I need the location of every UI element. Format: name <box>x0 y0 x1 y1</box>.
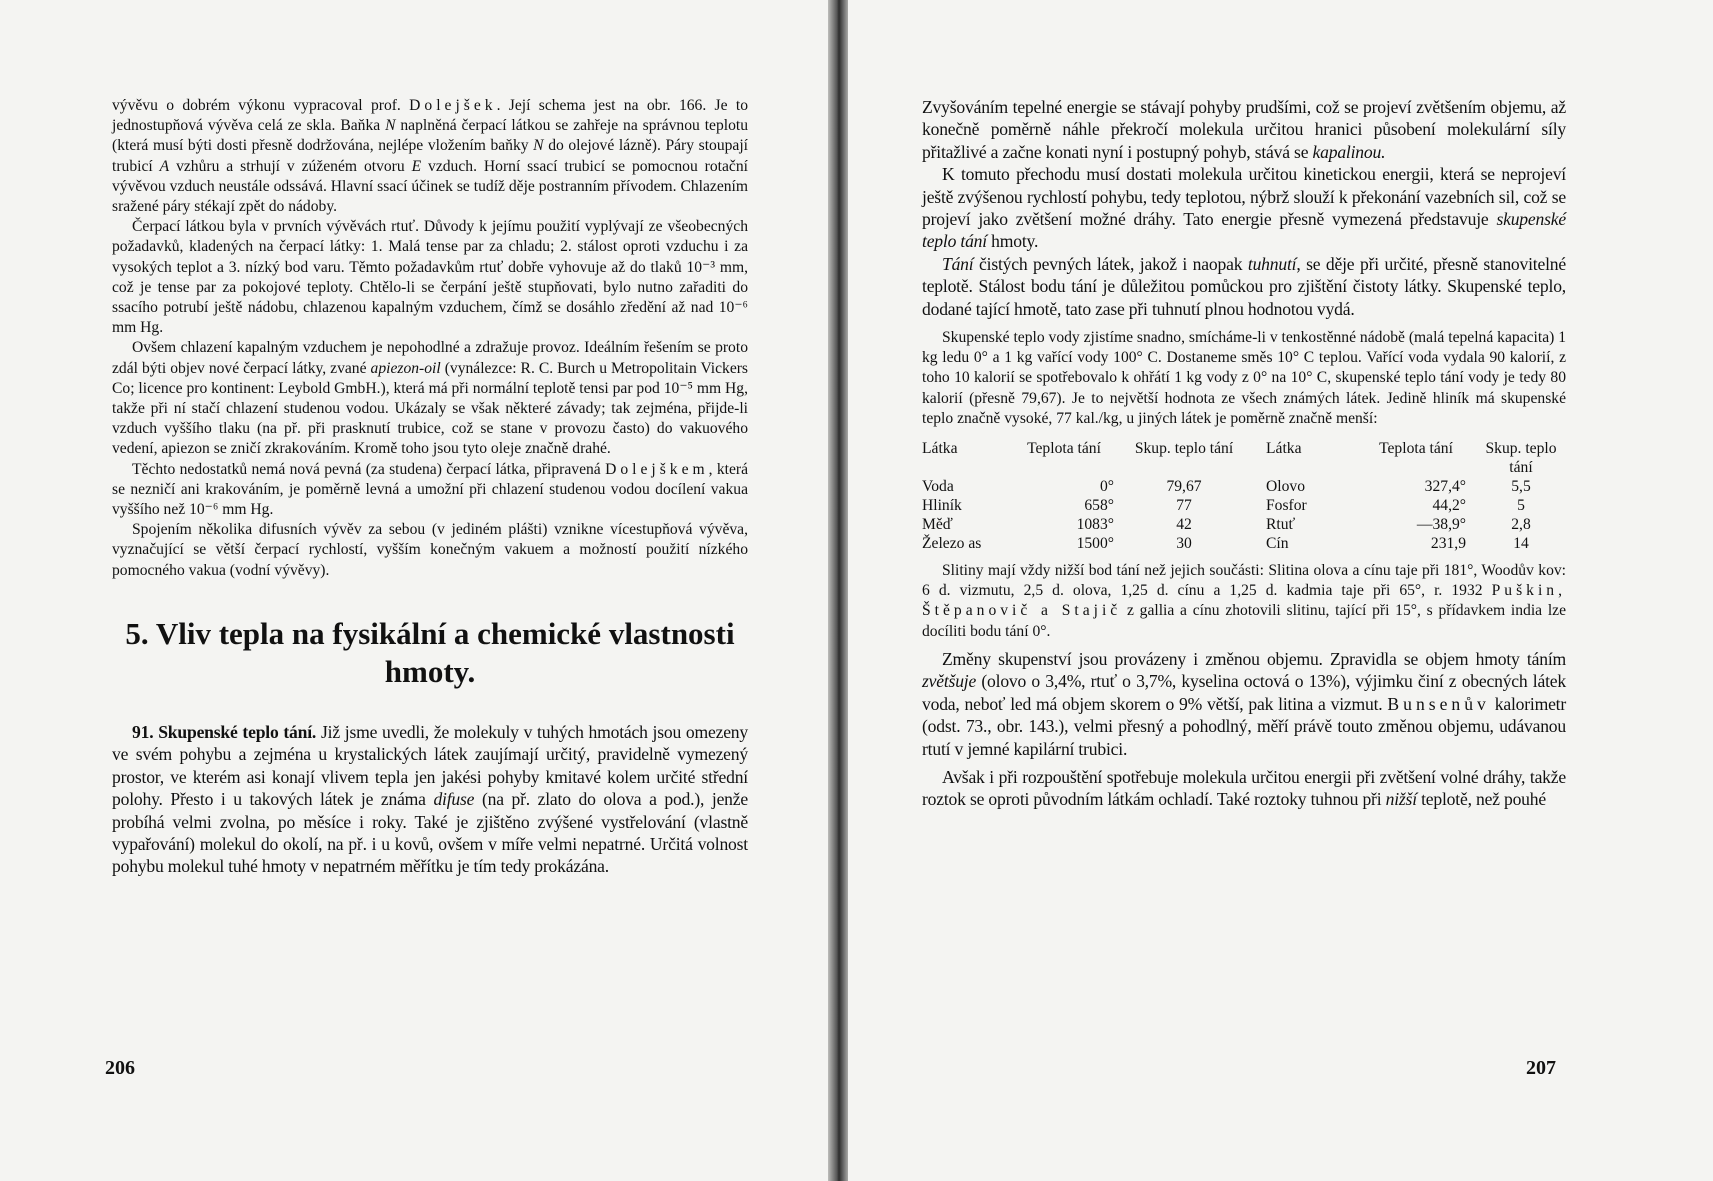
text-run: naplněná čerpací látkou se zahřeje na správnou teplotu (která musí býti dosti přesně dodržována, nejlépe vložením baňky <box>112 117 748 155</box>
text-run: (na př. zlato do olova a pod.), jenže probíhá velmi zvolna, po měsíce i roky. Také je zjištěno zvýšené vystřelování (vlastně vypařování) molekul do okolí, na př. i u kovů, ovšem v míře velmi nepatrné. Určitá volnost pohybu molekul tuhé hmoty v nepatrném měřítku je tím tedy prokázána. <box>112 789 748 877</box>
table-cell: Cín <box>1266 535 1289 553</box>
table-cell: 42 <box>1176 516 1192 534</box>
paragraph <box>922 96 1566 163</box>
book-gutter <box>828 0 848 1181</box>
text-run: čistých pevných látek, jakož i naopak <box>979 253 1243 274</box>
table-cell: —38,9° <box>1416 516 1466 534</box>
column-header: Skup. teplo tání <box>1134 440 1234 458</box>
emphasis: apiezon-oil <box>370 359 441 377</box>
table-row <box>922 477 1566 496</box>
emphasis: skupenské teplo tání <box>922 209 1566 252</box>
table-row <box>922 515 1566 534</box>
table-row <box>922 496 1566 515</box>
text-run: teplotě, než pouhé <box>1421 789 1546 810</box>
paragraph <box>112 460 748 521</box>
paragraph <box>922 253 1566 320</box>
spaced-name: Puškin, Štěpanovič a Stajič <box>922 582 1566 620</box>
right-page <box>848 0 1713 1181</box>
text-run: Skupenské teplo vody zjistíme snadno, smícháme-li v tenkostěnné nádobě (malá tepelná kapacita) 1 kg ledu 0° a 1 kg vařící vody 100° C. Dostaneme směs 10° C teplou. Vařící voda vydala 90 kalorií, z toho 10 kalorií se spotřebovalo k ohřátí 1 kg vody z 0° na 10° C, skupenské teplo tání vody je tedy 80 kalorií (přesně 79,67). Je to největší hodnota ze všech známých látek. Jedině hliník má skupenské teplo značně vysoké, 77 kal./kg, u jiných látek je poměrně značně menší: <box>922 329 1567 427</box>
chapter-title: 5. Vliv tepla na fysikální a chemické vlastnosti hmoty. <box>125 615 735 689</box>
table-row <box>922 534 1566 553</box>
table-cell: 5,5 <box>1511 478 1531 496</box>
column-header: Látka <box>922 440 958 458</box>
paragraph <box>112 217 748 338</box>
spaced-name: Bunsenův <box>1387 693 1490 714</box>
table-cell: 327,4° <box>1424 478 1466 496</box>
text-run: Těchto nedostatků nemá nová pevná (za studena) čerpací látka, připravená <box>132 460 601 478</box>
text-run: Čerpací látkou byla v prvních vývěvách rtuť. Důvody k jejímu použití vyplývají ze všeobecných požadavků, kladených na čerpací látky: 1. Malá tense par za chladu; 2. stálost oproti vzduchu i za vysokých teplot a 3. nízký bod varu. Těmto požadavkům rtuť dobře vyhovuje až do tlaků 10⁻³ mm, což je tense par za pokojové teploty. Chtělo-li se čerpání ještě stupňovati, bylo nutno zařaditi do ssacího potrubí ještě nádobu, chlazenou kapalným vzduchem, čímž se dosáhlo zředění až nad 10⁻⁶ mm Hg. <box>112 218 748 337</box>
table-header-row <box>922 439 1566 477</box>
table-cell: 1500° <box>1076 535 1114 553</box>
text-run: vzduch. Horní ssací trubicí se pomocnou rotační vývěvou vzduch neustále odssává. Hlavní ssací účinek se tudíž děje postranním přívodem. Chlazením sražené páry stékají zpět do nádoby. <box>112 157 748 216</box>
table-cell: Rtuť <box>1266 516 1296 534</box>
text-run: K tomuto přechodu musí dostati molekula určitou kinetickou energii, která se neprojeví ještě zvýšenou rychlostí pohybu, tedy teplotou, nýbrž slouží k překonání vazebních sil, což se projeví jako zvětšení možné dráhy. Tato energie přesně vymezená představuje <box>922 164 1566 230</box>
column-header: Teplota tání <box>1027 440 1101 458</box>
paragraph <box>922 648 1566 760</box>
spaced-name: Dolejšek <box>409 97 497 114</box>
table-cell: 1083° <box>1076 516 1114 534</box>
table-cell: Olovo <box>1266 478 1305 496</box>
text-run: Slitiny mají vždy nižší bod tání než jejich součásti: Slitina olova a cínu taje při 181°, Woodův kov: 6 d. vizmutu, 2,5 d. olova, 1,25 d. cínu a 1,25 d. kadmia taje při 65°, r. 1932 <box>922 562 1566 600</box>
table-cell: Železo as <box>922 535 982 553</box>
text-run: Spojením několika difusních vývěv za sebou (v jediném plášti) vznikne vícestupňová vývěva, vyznačující se větší čerpací rychlostí, vyšším konečným vakuem a možností použití nízkého pomocného vakua (vodní vývěvy). <box>112 521 748 579</box>
column-header: Skup. teplo tání <box>1485 440 1557 477</box>
paragraph <box>922 766 1566 811</box>
text-run: (olovo o 3,4%, rtuť o 3,7%, kyselina octová o 13%), výjimku činí z obecných látek voda, neboť led má objem skorem o 9% větší, pak litina a vizmut. <box>922 671 1566 714</box>
text-run: (vynálezce: R. C. Burch u Metropolitain Vickers Co; licence pro kontinent: Leybold GmbH.), která má při normální teplotě tensi par pod 10⁻⁵ mm Hg, takže při ní stačí chlazení studenou vodou. Ukázaly se však některé závady; tak zejména, přijde-li vzduch vyššího tlaku (na př. při prasknutí trubice, což se stane v provozu často) do vakuového vedení, apiezon se zničí zkrakováním. Kromě toho jsou tyto oleje značně drahé. <box>112 359 749 458</box>
text-run: Zvyšováním tepelné energie se stávají pohyby prudšími, což se projeví zvětšením objemu, až konečně poměrně náhle překročí molekula určitou hranici působení molekulární síly přitažlivé a začne konati nyní i postupný pohyb, stává se <box>922 97 1566 162</box>
symbol: E <box>411 157 422 175</box>
melting-table <box>922 439 1566 553</box>
table-cell: 30 <box>1176 535 1192 553</box>
symbol: N <box>533 137 544 155</box>
table-cell: 77 <box>1176 497 1192 515</box>
left-text-column <box>112 96 748 878</box>
column-header: Látka <box>1266 440 1302 458</box>
table-cell: 2,8 <box>1511 516 1531 534</box>
paragraph <box>922 561 1566 642</box>
spaced-name: Dolejškem <box>605 460 709 478</box>
emphasis: tuhnutí <box>1247 253 1297 274</box>
table-cell: 0° <box>1099 478 1114 496</box>
text-run: Změny skupenství jsou provázeny i změnou objemu. Zpravidla se objem hmoty táním <box>942 648 1566 669</box>
text-run: , se děje při určité, přesně stanovitelné teplotě. Stálost bodu tání je důležitou pomůckou pro zjištění čistoty látky. Skupenské teplo, dodané tající hmotě, tato zase při tuhnutí plnou hodnotou vydá. <box>922 253 1566 319</box>
table-cell: Měď <box>922 516 953 534</box>
table-cell: 14 <box>1513 535 1529 553</box>
table-cell: 658° <box>1084 497 1114 515</box>
paragraph <box>922 328 1566 429</box>
emphasis: Tání <box>942 253 974 274</box>
page-number: 207 <box>1526 1057 1556 1079</box>
section-heading: 91. Skupenské teplo tání. <box>132 721 317 742</box>
emphasis: difuse <box>433 789 475 810</box>
paragraph <box>112 96 748 217</box>
emphasis: kapalinou. <box>1312 141 1386 162</box>
text-run: Avšak i při rozpouštění spotřebuje molekula určitou energii při zvětšení volné dráhy, takže roztok se oproti původním látkám ochladí. Také roztoky tuhnou při <box>922 766 1566 810</box>
column-header: Teplota tání <box>1379 440 1453 458</box>
table-cell: Voda <box>922 478 954 496</box>
text-run: Ovšem chlazení kapalným vzduchem je nepohodlné a zdražuje provoz. Ideálním řešením se proto zdál býti objev nové čerpací látky, zvané <box>112 339 748 377</box>
text-run: z gallia a cínu zhotovili slitinu, tající při 15°, s přídavkem india lze docíliti bodu tání 0°. <box>922 602 1566 640</box>
symbol: N <box>385 117 396 135</box>
table-cell: Fosfor <box>1266 497 1307 515</box>
text-run: do olejové lázně). Páry stoupají trubicí <box>112 137 749 175</box>
page-number: 206 <box>105 1057 135 1079</box>
symbol: A <box>159 157 170 175</box>
table-cell: Hliník <box>922 497 962 515</box>
text-run: , která se nezničí ani krakováním, je poměrně levná a umožní při chlazení studenou vodou docílení vakua vyššího než 10⁻⁶ mm Hg. <box>112 460 749 519</box>
section-paragraph <box>112 721 748 878</box>
left-page <box>0 0 828 1181</box>
right-text-column <box>922 96 1566 811</box>
paragraph <box>922 163 1566 253</box>
paragraph <box>112 520 748 581</box>
text-run: . Její schema jest na obr. 166. Je to jednostupňová vývěva celá ze skla. Baňka <box>112 97 748 135</box>
table-cell: 79,67 <box>1166 478 1202 496</box>
emphasis: zvětšuje <box>922 671 977 692</box>
text-run: vzhůru a strhují v zúženém otvoru <box>176 157 405 175</box>
text-run: hmoty. <box>991 231 1039 252</box>
text-run: vývěvu o dobrém výkonu vypracoval prof. <box>112 97 401 114</box>
table-cell: 44,2° <box>1432 497 1466 515</box>
table-cell: 231,9 <box>1430 535 1466 553</box>
emphasis: nižší <box>1385 789 1417 810</box>
table-cell: 5 <box>1517 497 1525 515</box>
text-run: Již jsme uvedli, že molekuly v tuhých hmotách jsou omezeny ve svém pohybu a zejména u krystalických látek zaujímají určitý, pravidelně vymezený prostor, ve kterém asi konají vlivem tepla jen jakési pohyby kmitavé kolem určité střední polohy. Přesto i u takových látek je známa <box>112 721 748 810</box>
paragraph <box>112 338 748 459</box>
text-run: kalorimetr (odst. 73., obr. 143.), velmi přesný a pohodlný, měří právě touto změnou objemu, udávanou rtutí v jemné kapilární trubici. <box>922 693 1567 759</box>
